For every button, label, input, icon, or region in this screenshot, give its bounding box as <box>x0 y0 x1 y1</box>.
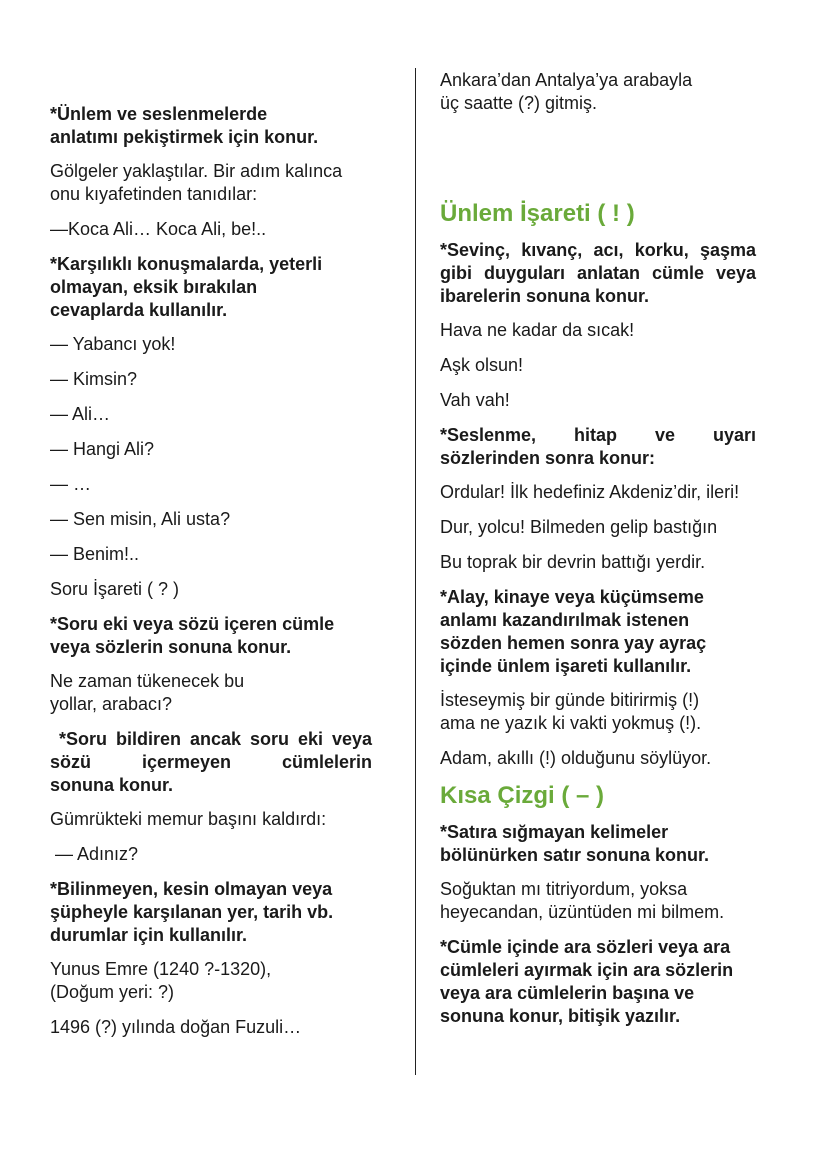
text-line: cümleleri ayırmak için ara sözlerin <box>440 960 734 980</box>
example-yunus-emre <box>50 958 372 1004</box>
text-line: *Sevinç, kıvanç, acı, korku, şaşma <box>440 240 756 260</box>
rule-exclamation-emphasis <box>50 103 372 149</box>
text-line: cevaplarda kullanılır. <box>50 300 228 320</box>
text-line: sözden hemen sonra yay ayraç <box>440 633 707 653</box>
text-line: onu kıyafetinden tanıdılar: <box>50 184 258 204</box>
example-koca-ali: —Koca Ali… Koca Ali, be!.. <box>50 219 267 239</box>
text-line: *Soru eki veya sözü içeren cümle <box>50 614 335 634</box>
example-shadows <box>50 160 372 206</box>
example-traveler: Dur, yolcu! Bilmeden gelip bastığın <box>440 517 718 537</box>
rule-address <box>440 424 756 470</box>
dialogue-line: — Kimsin? <box>50 369 138 389</box>
example-customs: Gümrükteki memur başını kaldırdı: <box>50 809 327 829</box>
text-line: *Bilinmeyen, kesin olmayan veya <box>50 879 333 899</box>
right-column <box>440 69 756 1039</box>
text-line: gibi duyguları anlatan cümle veya <box>440 263 756 283</box>
example-hot-weather: Hava ne kadar da sıcak! <box>440 320 635 340</box>
example-ask-olsun: Aşk olsun! <box>440 355 524 375</box>
text-line: heyecandan, üzüntüden mi bilmem. <box>440 902 725 922</box>
example-soil: Bu toprak bir devrin battığı yerdir. <box>440 552 706 572</box>
question-mark-title: Soru İşareti ( ? ) <box>50 579 180 599</box>
text-line: sözlerinden sonra konur: <box>440 448 656 468</box>
text-line: anlatımı pekiştirmek için konur. <box>50 127 319 147</box>
text-line: içinde ünlem işareti kullanılır. <box>440 656 692 676</box>
text-line: anlamı kazandırılmak istenen <box>440 610 690 630</box>
example-ankara <box>440 69 756 115</box>
exclamation-heading: Ünlem İşareti ( ! ) <box>440 200 635 227</box>
text-line: veya sözlerin sonuna konur. <box>50 637 292 657</box>
dialogue-line: — Yabancı yok! <box>50 334 176 354</box>
rule-question-suffix <box>50 613 372 659</box>
text-line: Ne zaman tükenecek bu <box>50 671 245 691</box>
text-line: şüpheyle karşılanan yer, tarih vb. <box>50 902 334 922</box>
text-line: *Soru bildiren ancak soru eki veya <box>50 729 372 749</box>
text-line: sözü içermeyen cümlelerin <box>50 752 372 772</box>
text-line: İsteseymiş bir günde bitirirmiş (!) <box>440 690 700 710</box>
rule-question-without-suffix <box>50 728 372 797</box>
example-fuzuli: 1496 (?) yılında doğan Fuzuli… <box>50 1017 302 1037</box>
text-line: Gölgeler yaklaştılar. Bir adım kalınca <box>50 161 343 181</box>
rule-emotions <box>440 239 756 308</box>
rule-parenthetical <box>440 936 756 1028</box>
text-line: *Karşılıklı konuşmalarda, yeterli <box>50 254 323 274</box>
text-line: bölünürken satır sonuna konur. <box>440 845 710 865</box>
dialogue-line: — Benim!.. <box>50 544 140 564</box>
example-armies: Ordular! İlk hedefiniz Akdeniz’dir, ileri! <box>440 482 740 502</box>
left-column <box>50 103 372 1051</box>
text-line: Yunus Emre (1240 ?-1320), <box>50 959 272 979</box>
text-line: *Satıra sığmayan kelimeler <box>440 822 669 842</box>
example-name-question: — Adınız? <box>50 844 139 864</box>
example-finish-day <box>440 689 756 735</box>
rule-hyphenation <box>440 821 756 867</box>
text-line: *Seslenme, hitap ve uyarı <box>440 425 756 445</box>
text-line: *Cümle içinde ara sözleri veya ara <box>440 937 731 957</box>
example-cold <box>440 878 756 924</box>
text-line: Ankara’dan Antalya’ya arabayla <box>440 70 693 90</box>
dialogue-line: — Ali… <box>50 404 111 424</box>
text-line: *Alay, kinaye veya küçümseme <box>440 587 704 607</box>
text-line: üç saatte (?) gitmiş. <box>440 93 598 113</box>
text-line: durumlar için kullanılır. <box>50 925 248 945</box>
dialogue-line: — Sen misin, Ali usta? <box>50 509 231 529</box>
example-roads <box>50 670 372 716</box>
text-line: sonuna konur. <box>50 775 174 795</box>
dialogue-line: — … <box>50 474 92 494</box>
text-line: ama ne yazık ki vakti yokmuş (!). <box>440 713 702 733</box>
text-line: veya ara cümlelerin başına ve <box>440 983 695 1003</box>
text-line: ibarelerin sonuna konur. <box>440 286 650 306</box>
dialogue-line: — Hangi Ali? <box>50 439 155 459</box>
text-line: sonuna konur, bitişik yazılır. <box>440 1006 681 1026</box>
text-line: yollar, arabacı? <box>50 694 173 714</box>
dash-heading: Kısa Çizgi ( – ) <box>440 782 605 809</box>
text-line: Soğuktan mı titriyordum, yoksa <box>440 879 688 899</box>
text-line: (Doğum yeri: ?) <box>50 982 175 1002</box>
example-vah-vah: Vah vah! <box>440 390 510 410</box>
column-divider <box>415 68 416 1075</box>
rule-dialogue <box>50 253 372 322</box>
rule-unknown-info <box>50 878 372 947</box>
text-line: olmayan, eksik bırakılan <box>50 277 258 297</box>
text-line: *Ünlem ve seslenmelerde <box>50 104 268 124</box>
example-smart-man: Adam, akıllı (!) olduğunu söylüyor. <box>440 748 712 768</box>
rule-irony <box>440 586 756 678</box>
